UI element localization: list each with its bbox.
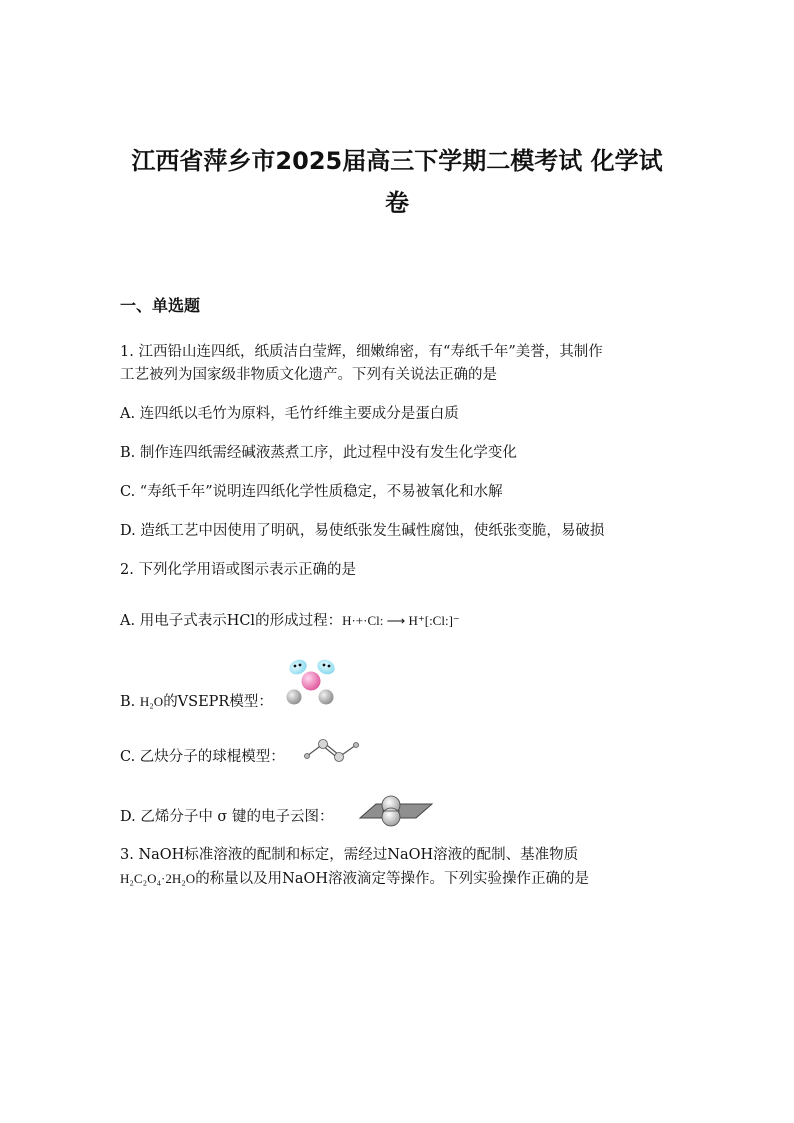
h2o-vsepr-model-figure bbox=[282, 653, 342, 709]
q1-option-b: B. 制作连四纸需经碱液蒸煮工序，此过程中没有发生化学变化 bbox=[120, 445, 517, 461]
q1-stem-line-2: 工艺被列为国家级非物质文化遗产。下列有关说法正确的是 bbox=[120, 367, 497, 383]
q2-option-b-prefix: B. bbox=[120, 694, 140, 710]
hcl-electron-formula: H·+·Cl: ⟶ H⁺[:Cl:]⁻ bbox=[342, 613, 460, 628]
q2-stem: 2. 下列化学用语或图示表示正确的是 bbox=[120, 562, 356, 578]
title-line-1: 江西省萍乡市2025届高三下学期二模考试 化学试 bbox=[131, 147, 663, 175]
q2-option-a-text: A. 用电子式表示HCl的形成过程： bbox=[120, 613, 343, 629]
q2-option-b-suffix: 的VSEPR模型： bbox=[163, 694, 273, 710]
q3-stem-line-2 bbox=[120, 867, 680, 891]
title-line-2: 卷 bbox=[385, 189, 409, 217]
q1-option-d: D. 造纸工艺中因使用了明矾，易使纸张发生碱性腐蚀，使纸张变脆，易破损 bbox=[120, 523, 605, 539]
acetylene-ball-stick-figure bbox=[302, 736, 362, 764]
ethylene-sigma-bond-cloud-figure bbox=[358, 793, 434, 829]
document-title bbox=[110, 140, 684, 224]
q2-option-b bbox=[120, 690, 680, 714]
q2-option-c: C. 乙炔分子的球棍模型： bbox=[120, 749, 285, 765]
oxalic-acid-formula: H₂C₂O₄·2H₂O bbox=[120, 871, 196, 886]
q1-stem-line-1: 1. 江西铅山连四纸，纸质洁白莹辉，细嫩绵密，有“寿纸千年”美誉，其制作 bbox=[120, 344, 603, 360]
q1-option-c: C. “寿纸千年”说明连四纸化学性质稳定，不易被氧化和水解 bbox=[120, 484, 503, 500]
h2o-formula: H₂O bbox=[139, 694, 164, 709]
q1-option-a: A. 连四纸以毛竹为原料，毛竹纤维主要成分是蛋白质 bbox=[120, 406, 459, 422]
q2-option-d: D. 乙烯分子中 σ 键的电子云图： bbox=[120, 809, 334, 825]
q3-stem-line-2-rest: 的称量以及用NaOH溶液滴定等操作。下列实验操作正确的是 bbox=[195, 871, 590, 887]
q2-option-a bbox=[120, 609, 680, 633]
section-heading: 一、单选题 bbox=[120, 296, 201, 315]
q3-stem-line-1: 3. NaOH标准溶液的配制和标定，需经过NaOH溶液的配制、基准物质 bbox=[120, 847, 579, 863]
